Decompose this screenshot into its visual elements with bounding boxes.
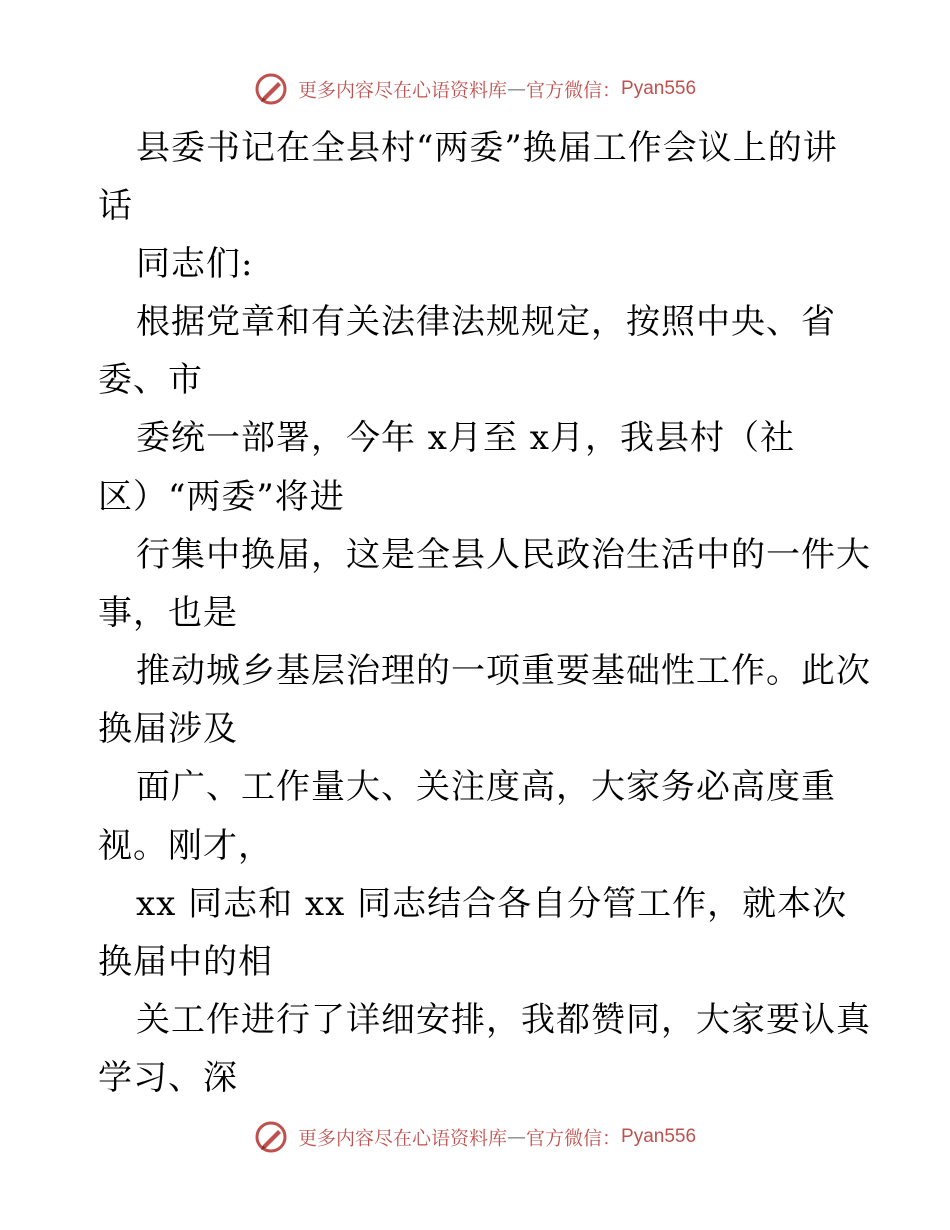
doc-title-line-1: 县委书记在全县村“两委”换届工作会议上的讲 [136, 128, 838, 168]
doc-title-line-2: 话 [98, 186, 133, 226]
doc-line: 事，也是 [98, 593, 238, 633]
doc-line: 关工作进行了详细安排，我都赞同，大家要认真 [136, 1000, 871, 1040]
pen-logo-icon [254, 1120, 288, 1154]
banner-wechat-id: Pyan556 [621, 78, 697, 99]
doc-line: 换届涉及 [98, 709, 238, 749]
doc-line: 行集中换届，这是全县人民政治生活中的一件大 [136, 535, 871, 575]
doc-salutation: 同志们: [136, 244, 254, 284]
doc-line: xx 同志和 xx 同志结合各自分管工作，就本次 [136, 884, 848, 924]
doc-line: 换届中的相 [98, 942, 273, 982]
banner-text: 更多内容尽在心语资料库 [298, 1127, 508, 1150]
doc-line: 学习、深 [98, 1058, 238, 1098]
doc-line: 委、市 [98, 360, 203, 400]
banner-wechat-id: Pyan556 [621, 1126, 697, 1147]
doc-line: 区）“两委”将进 [98, 477, 345, 517]
banner-separator: — [507, 1126, 527, 1148]
doc-line: 视。刚才， [98, 826, 273, 866]
banner-wechat-label: 官方微信： [526, 79, 622, 102]
doc-line: 委统一部署，今年 x月至 x月，我县村（社 [136, 418, 795, 458]
doc-line: 根据党章和有关法律法规规定，按照中央、省 [136, 302, 836, 342]
pen-logo-icon [254, 72, 288, 106]
footer-banner [0, 1120, 950, 1154]
banner-separator: — [507, 78, 527, 100]
doc-line: 推动城乡基层治理的一项重要基础性工作。此次 [136, 651, 871, 691]
banner-wechat-label: 官方微信： [526, 1127, 622, 1150]
header-banner [0, 72, 950, 106]
banner-text: 更多内容尽在心语资料库 [298, 79, 508, 102]
doc-line: 面广、工作量大、关注度高，大家务必高度重 [136, 767, 836, 807]
